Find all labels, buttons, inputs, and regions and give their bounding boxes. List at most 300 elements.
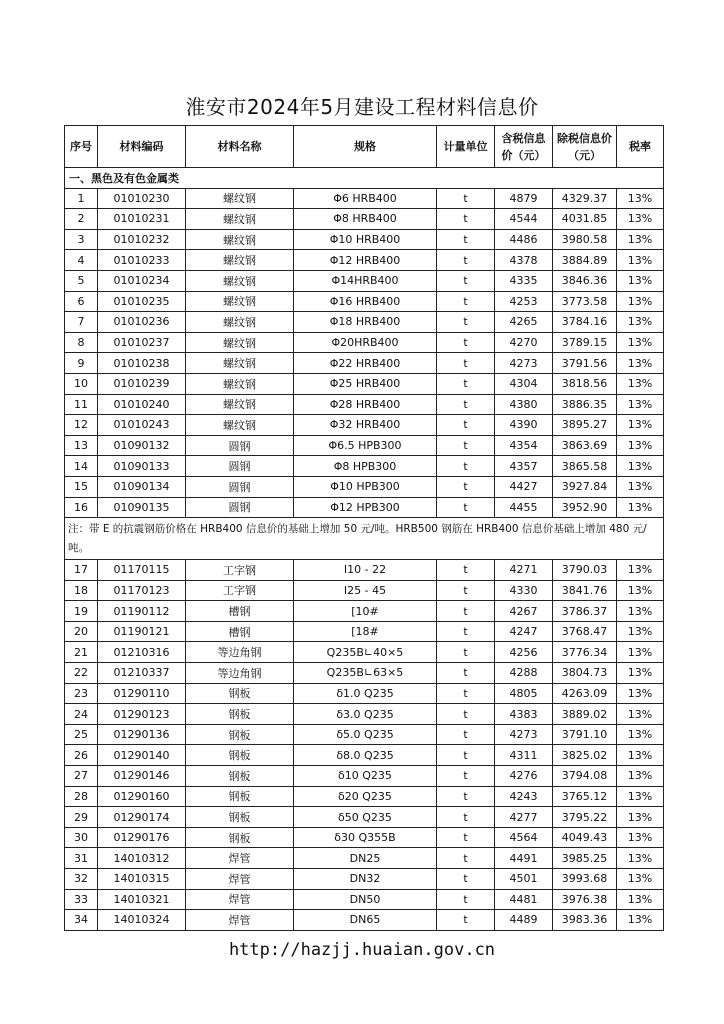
cell-tax-excl: 3773.58 (553, 291, 617, 312)
cell-name: 钢板 (186, 724, 294, 745)
cell-name: 钢板 (186, 766, 294, 787)
cell-name: 等边角钢 (186, 663, 294, 684)
cell-code: 01290136 (98, 724, 186, 745)
table-row (65, 291, 664, 312)
cell-rate: 13% (617, 786, 664, 807)
cell-tax-incl: 4330 (495, 580, 553, 601)
cell-unit: t (437, 663, 495, 684)
cell-tax-incl: 4427 (495, 476, 553, 497)
cell-spec: Φ16 HRB400 (294, 291, 437, 312)
table-row (65, 270, 664, 291)
note-text: 注：带 E 的抗震钢筋价格在 HRB400 信息价的基础上增加 50 元/吨。HRB500 钢筋在 HRB400 信息价基础上增加 480 元/吨。 (65, 518, 664, 560)
cell-rate: 13% (617, 683, 664, 704)
cell-name: 圆钢 (186, 497, 294, 518)
cell-rate: 13% (617, 415, 664, 436)
cell-name: 钢板 (186, 745, 294, 766)
cell-rate: 13% (617, 621, 664, 642)
cell-tax-excl: 3794.08 (553, 766, 617, 787)
cell-name: 钢板 (186, 786, 294, 807)
cell-tax-excl: 3983.36 (553, 910, 617, 931)
cell-code: 01010236 (98, 312, 186, 333)
table-row (65, 766, 664, 787)
table-row (65, 724, 664, 745)
cell-unit: t (437, 435, 495, 456)
cell-tax-incl: 4486 (495, 229, 553, 250)
cell-code: 01190112 (98, 601, 186, 622)
cell-rate: 13% (617, 580, 664, 601)
cell-name: 钢板 (186, 807, 294, 828)
cell-tax-incl: 4277 (495, 807, 553, 828)
cell-code: 14010315 (98, 869, 186, 890)
table-row (65, 229, 664, 250)
cell-seq: 30 (65, 827, 98, 848)
cell-code: 01210337 (98, 663, 186, 684)
cell-spec: Φ20HRB400 (294, 332, 437, 353)
cell-name: 螺纹钢 (186, 312, 294, 333)
cell-spec: Φ22 HRB400 (294, 353, 437, 374)
cell-rate: 13% (617, 229, 664, 250)
cell-code: 01090132 (98, 435, 186, 456)
cell-code: 01290176 (98, 827, 186, 848)
cell-rate: 13% (617, 827, 664, 848)
cell-tax-incl: 4378 (495, 250, 553, 271)
cell-unit: t (437, 786, 495, 807)
section-row (65, 168, 664, 189)
cell-unit: t (437, 229, 495, 250)
cell-spec: δ10 Q235 (294, 766, 437, 787)
header-seq: 序号 (65, 126, 98, 168)
cell-tax-excl: 3791.56 (553, 353, 617, 374)
cell-unit: t (437, 270, 495, 291)
cell-rate: 13% (617, 291, 664, 312)
cell-spec: Φ14HRB400 (294, 270, 437, 291)
cell-seq: 9 (65, 353, 98, 374)
table-row (65, 435, 664, 456)
cell-code: 01170115 (98, 560, 186, 581)
table-row (65, 415, 664, 436)
cell-seq: 21 (65, 642, 98, 663)
cell-tax-incl: 4243 (495, 786, 553, 807)
cell-rate: 13% (617, 869, 664, 890)
cell-unit: t (437, 683, 495, 704)
footer-url: http://hazjj.huaian.gov.cn (228, 940, 496, 960)
cell-tax-excl: 3952.90 (553, 497, 617, 518)
cell-spec: [18# (294, 621, 437, 642)
cell-spec: Φ18 HRB400 (294, 312, 437, 333)
cell-tax-incl: 4265 (495, 312, 553, 333)
cell-seq: 28 (65, 786, 98, 807)
cell-spec: Φ8 HRB400 (294, 209, 437, 230)
cell-tax-excl: 3786.37 (553, 601, 617, 622)
header-rate: 税率 (617, 126, 664, 168)
cell-rate: 13% (617, 560, 664, 581)
cell-spec: δ3.0 Q235 (294, 704, 437, 725)
cell-seq: 3 (65, 229, 98, 250)
cell-unit: t (437, 394, 495, 415)
cell-name: 槽钢 (186, 601, 294, 622)
cell-code: 01010233 (98, 250, 186, 271)
cell-tax-excl: 3884.89 (553, 250, 617, 271)
table-row (65, 704, 664, 725)
header-tax-excl: 除税信息价（元） (553, 126, 617, 168)
table-row (65, 910, 664, 931)
cell-tax-incl: 4805 (495, 683, 553, 704)
cell-tax-incl: 4455 (495, 497, 553, 518)
cell-tax-incl: 4288 (495, 663, 553, 684)
cell-code: 01210316 (98, 642, 186, 663)
cell-unit: t (437, 373, 495, 394)
cell-rate: 13% (617, 188, 664, 209)
cell-unit: t (437, 250, 495, 271)
table-row (65, 663, 664, 684)
cell-unit: t (437, 910, 495, 931)
cell-name: 焊管 (186, 889, 294, 910)
cell-name: 圆钢 (186, 435, 294, 456)
cell-name: 工字钢 (186, 560, 294, 581)
cell-tax-excl: 3818.56 (553, 373, 617, 394)
table-row (65, 869, 664, 890)
cell-code: 01010243 (98, 415, 186, 436)
table-row (65, 476, 664, 497)
cell-seq: 20 (65, 621, 98, 642)
cell-seq: 25 (65, 724, 98, 745)
cell-tax-incl: 4271 (495, 560, 553, 581)
cell-name: 螺纹钢 (186, 250, 294, 271)
cell-rate: 13% (617, 353, 664, 374)
cell-unit: t (437, 456, 495, 477)
cell-unit: t (437, 188, 495, 209)
cell-unit: t (437, 869, 495, 890)
cell-unit: t (437, 601, 495, 622)
table-row (65, 456, 664, 477)
cell-spec: DN50 (294, 889, 437, 910)
cell-tax-excl: 3985.25 (553, 848, 617, 869)
cell-spec: Φ10 HRB400 (294, 229, 437, 250)
cell-seq: 2 (65, 209, 98, 230)
table-row (65, 601, 664, 622)
cell-seq: 18 (65, 580, 98, 601)
cell-code: 01090135 (98, 497, 186, 518)
cell-rate: 13% (617, 332, 664, 353)
cell-code: 01290110 (98, 683, 186, 704)
table-row (65, 745, 664, 766)
cell-spec: Φ25 HRB400 (294, 373, 437, 394)
cell-tax-excl: 3804.73 (553, 663, 617, 684)
cell-rate: 13% (617, 766, 664, 787)
cell-seq: 29 (65, 807, 98, 828)
cell-tax-incl: 4273 (495, 724, 553, 745)
cell-seq: 14 (65, 456, 98, 477)
cell-name: 工字钢 (186, 580, 294, 601)
cell-spec: DN32 (294, 869, 437, 890)
cell-code: 01290160 (98, 786, 186, 807)
table-row (65, 683, 664, 704)
header-tax-incl: 含税信息价（元） (495, 126, 553, 168)
cell-unit: t (437, 724, 495, 745)
cell-spec: [10# (294, 601, 437, 622)
cell-tax-incl: 4489 (495, 910, 553, 931)
table-row (65, 642, 664, 663)
cell-rate: 13% (617, 807, 664, 828)
cell-spec: I25 - 45 (294, 580, 437, 601)
cell-tax-excl: 3886.35 (553, 394, 617, 415)
table-row (65, 497, 664, 518)
cell-code: 14010324 (98, 910, 186, 931)
cell-tax-excl: 3865.58 (553, 456, 617, 477)
cell-spec: δ30 Q355B (294, 827, 437, 848)
cell-seq: 23 (65, 683, 98, 704)
cell-rate: 13% (617, 745, 664, 766)
cell-seq: 11 (65, 394, 98, 415)
cell-name: 焊管 (186, 869, 294, 890)
cell-spec: δ5.0 Q235 (294, 724, 437, 745)
cell-seq: 10 (65, 373, 98, 394)
cell-rate: 13% (617, 601, 664, 622)
cell-spec: Φ8 HPB300 (294, 456, 437, 477)
cell-name: 螺纹钢 (186, 229, 294, 250)
cell-code: 01290174 (98, 807, 186, 828)
cell-tax-incl: 4256 (495, 642, 553, 663)
cell-code: 01010239 (98, 373, 186, 394)
cell-rate: 13% (617, 724, 664, 745)
cell-tax-incl: 4544 (495, 209, 553, 230)
cell-tax-excl: 3980.58 (553, 229, 617, 250)
cell-name: 螺纹钢 (186, 353, 294, 374)
cell-unit: t (437, 889, 495, 910)
cell-code: 01010238 (98, 353, 186, 374)
cell-tax-excl: 3825.02 (553, 745, 617, 766)
cell-name: 螺纹钢 (186, 415, 294, 436)
cell-tax-excl: 3889.02 (553, 704, 617, 725)
cell-tax-excl: 3993.68 (553, 869, 617, 890)
cell-seq: 34 (65, 910, 98, 931)
cell-tax-excl: 4329.37 (553, 188, 617, 209)
cell-name: 焊管 (186, 910, 294, 931)
cell-name: 等边角钢 (186, 642, 294, 663)
cell-tax-incl: 4276 (495, 766, 553, 787)
cell-code: 01290140 (98, 745, 186, 766)
cell-name: 焊管 (186, 848, 294, 869)
cell-seq: 1 (65, 188, 98, 209)
cell-tax-incl: 4501 (495, 869, 553, 890)
table-row (65, 250, 664, 271)
cell-unit: t (437, 560, 495, 581)
table-row (65, 848, 664, 869)
cell-unit: t (437, 209, 495, 230)
cell-spec: DN25 (294, 848, 437, 869)
cell-seq: 31 (65, 848, 98, 869)
cell-unit: t (437, 642, 495, 663)
cell-seq: 5 (65, 270, 98, 291)
cell-tax-incl: 4380 (495, 394, 553, 415)
cell-spec: δ8.0 Q235 (294, 745, 437, 766)
cell-rate: 13% (617, 476, 664, 497)
cell-unit: t (437, 621, 495, 642)
cell-rate: 13% (617, 910, 664, 931)
table-row (65, 827, 664, 848)
table-row (65, 209, 664, 230)
cell-tax-incl: 4481 (495, 889, 553, 910)
cell-unit: t (437, 353, 495, 374)
cell-code: 01010230 (98, 188, 186, 209)
cell-name: 螺纹钢 (186, 291, 294, 312)
cell-unit: t (437, 827, 495, 848)
cell-rate: 13% (617, 435, 664, 456)
note-row (65, 518, 664, 560)
table-row (65, 560, 664, 581)
cell-rate: 13% (617, 889, 664, 910)
cell-unit: t (437, 332, 495, 353)
cell-spec: Q235B∟63×5 (294, 663, 437, 684)
table-row (65, 332, 664, 353)
cell-code: 01090134 (98, 476, 186, 497)
price-table (64, 125, 664, 931)
cell-tax-excl: 3768.47 (553, 621, 617, 642)
cell-seq: 7 (65, 312, 98, 333)
cell-spec: Φ6.5 HPB300 (294, 435, 437, 456)
cell-tax-excl: 3776.34 (553, 642, 617, 663)
cell-code: 14010312 (98, 848, 186, 869)
cell-tax-incl: 4879 (495, 188, 553, 209)
cell-code: 01010237 (98, 332, 186, 353)
table-row (65, 807, 664, 828)
cell-rate: 13% (617, 250, 664, 271)
cell-spec: δ50 Q235 (294, 807, 437, 828)
cell-rate: 13% (617, 373, 664, 394)
cell-code: 01090133 (98, 456, 186, 477)
header-unit: 计量单位 (437, 126, 495, 168)
cell-unit: t (437, 766, 495, 787)
cell-seq: 16 (65, 497, 98, 518)
cell-unit: t (437, 745, 495, 766)
cell-tax-incl: 4357 (495, 456, 553, 477)
cell-spec: Φ12 HRB400 (294, 250, 437, 271)
page-title: 淮安市2024年5月建设工程材料信息价 (185, 95, 539, 119)
cell-tax-excl: 3789.15 (553, 332, 617, 353)
cell-rate: 13% (617, 312, 664, 333)
cell-tax-incl: 4247 (495, 621, 553, 642)
cell-code: 01290146 (98, 766, 186, 787)
table-row (65, 889, 664, 910)
cell-name: 钢板 (186, 827, 294, 848)
cell-tax-excl: 3927.84 (553, 476, 617, 497)
cell-name: 螺纹钢 (186, 332, 294, 353)
cell-unit: t (437, 291, 495, 312)
cell-name: 钢板 (186, 704, 294, 725)
cell-tax-incl: 4491 (495, 848, 553, 869)
cell-tax-incl: 4304 (495, 373, 553, 394)
cell-rate: 13% (617, 497, 664, 518)
cell-code: 01170123 (98, 580, 186, 601)
cell-seq: 19 (65, 601, 98, 622)
header-code: 材料编码 (98, 126, 186, 168)
cell-spec: Φ6 HRB400 (294, 188, 437, 209)
cell-spec: δ20 Q235 (294, 786, 437, 807)
cell-name: 钢板 (186, 683, 294, 704)
cell-tax-excl: 3895.27 (553, 415, 617, 436)
cell-name: 圆钢 (186, 456, 294, 477)
cell-spec: Φ28 HRB400 (294, 394, 437, 415)
cell-seq: 27 (65, 766, 98, 787)
cell-tax-excl: 4031.85 (553, 209, 617, 230)
cell-seq: 8 (65, 332, 98, 353)
cell-unit: t (437, 415, 495, 436)
cell-seq: 12 (65, 415, 98, 436)
cell-rate: 13% (617, 209, 664, 230)
cell-code: 01190121 (98, 621, 186, 642)
cell-unit: t (437, 848, 495, 869)
cell-tax-incl: 4390 (495, 415, 553, 436)
cell-seq: 6 (65, 291, 98, 312)
cell-spec: Q235B∟40×5 (294, 642, 437, 663)
table-row (65, 373, 664, 394)
cell-tax-incl: 4267 (495, 601, 553, 622)
cell-code: 01290123 (98, 704, 186, 725)
cell-seq: 13 (65, 435, 98, 456)
cell-name: 圆钢 (186, 476, 294, 497)
cell-tax-incl: 4354 (495, 435, 553, 456)
cell-tax-excl: 4263.09 (553, 683, 617, 704)
cell-seq: 15 (65, 476, 98, 497)
cell-tax-incl: 4335 (495, 270, 553, 291)
table-row (65, 353, 664, 374)
cell-name: 螺纹钢 (186, 188, 294, 209)
cell-tax-excl: 3846.36 (553, 270, 617, 291)
cell-code: 01010235 (98, 291, 186, 312)
cell-seq: 22 (65, 663, 98, 684)
cell-code: 01010232 (98, 229, 186, 250)
table-row (65, 621, 664, 642)
table-row (65, 394, 664, 415)
cell-tax-incl: 4270 (495, 332, 553, 353)
section-title: 一、黑色及有色金属类 (65, 168, 664, 189)
cell-code: 01010240 (98, 394, 186, 415)
cell-unit: t (437, 497, 495, 518)
cell-rate: 13% (617, 394, 664, 415)
cell-spec: DN65 (294, 910, 437, 931)
cell-tax-excl: 3765.12 (553, 786, 617, 807)
cell-seq: 17 (65, 560, 98, 581)
table-row (65, 312, 664, 333)
cell-seq: 24 (65, 704, 98, 725)
cell-tax-excl: 3841.76 (553, 580, 617, 601)
cell-seq: 32 (65, 869, 98, 890)
cell-tax-excl: 4049.43 (553, 827, 617, 848)
cell-seq: 26 (65, 745, 98, 766)
cell-unit: t (437, 312, 495, 333)
header-name: 材料名称 (186, 126, 294, 168)
cell-tax-excl: 3795.22 (553, 807, 617, 828)
cell-unit: t (437, 580, 495, 601)
table-row (65, 580, 664, 601)
cell-spec: Φ10 HPB300 (294, 476, 437, 497)
cell-tax-incl: 4383 (495, 704, 553, 725)
cell-unit: t (437, 704, 495, 725)
cell-seq: 33 (65, 889, 98, 910)
table-row (65, 786, 664, 807)
cell-tax-excl: 3863.69 (553, 435, 617, 456)
cell-spec: Φ12 HPB300 (294, 497, 437, 518)
cell-spec: δ1.0 Q235 (294, 683, 437, 704)
table-row (65, 188, 664, 209)
cell-code: 01010231 (98, 209, 186, 230)
cell-name: 螺纹钢 (186, 209, 294, 230)
cell-name: 螺纹钢 (186, 270, 294, 291)
cell-tax-incl: 4273 (495, 353, 553, 374)
cell-unit: t (437, 807, 495, 828)
cell-code: 14010321 (98, 889, 186, 910)
cell-name: 螺纹钢 (186, 373, 294, 394)
